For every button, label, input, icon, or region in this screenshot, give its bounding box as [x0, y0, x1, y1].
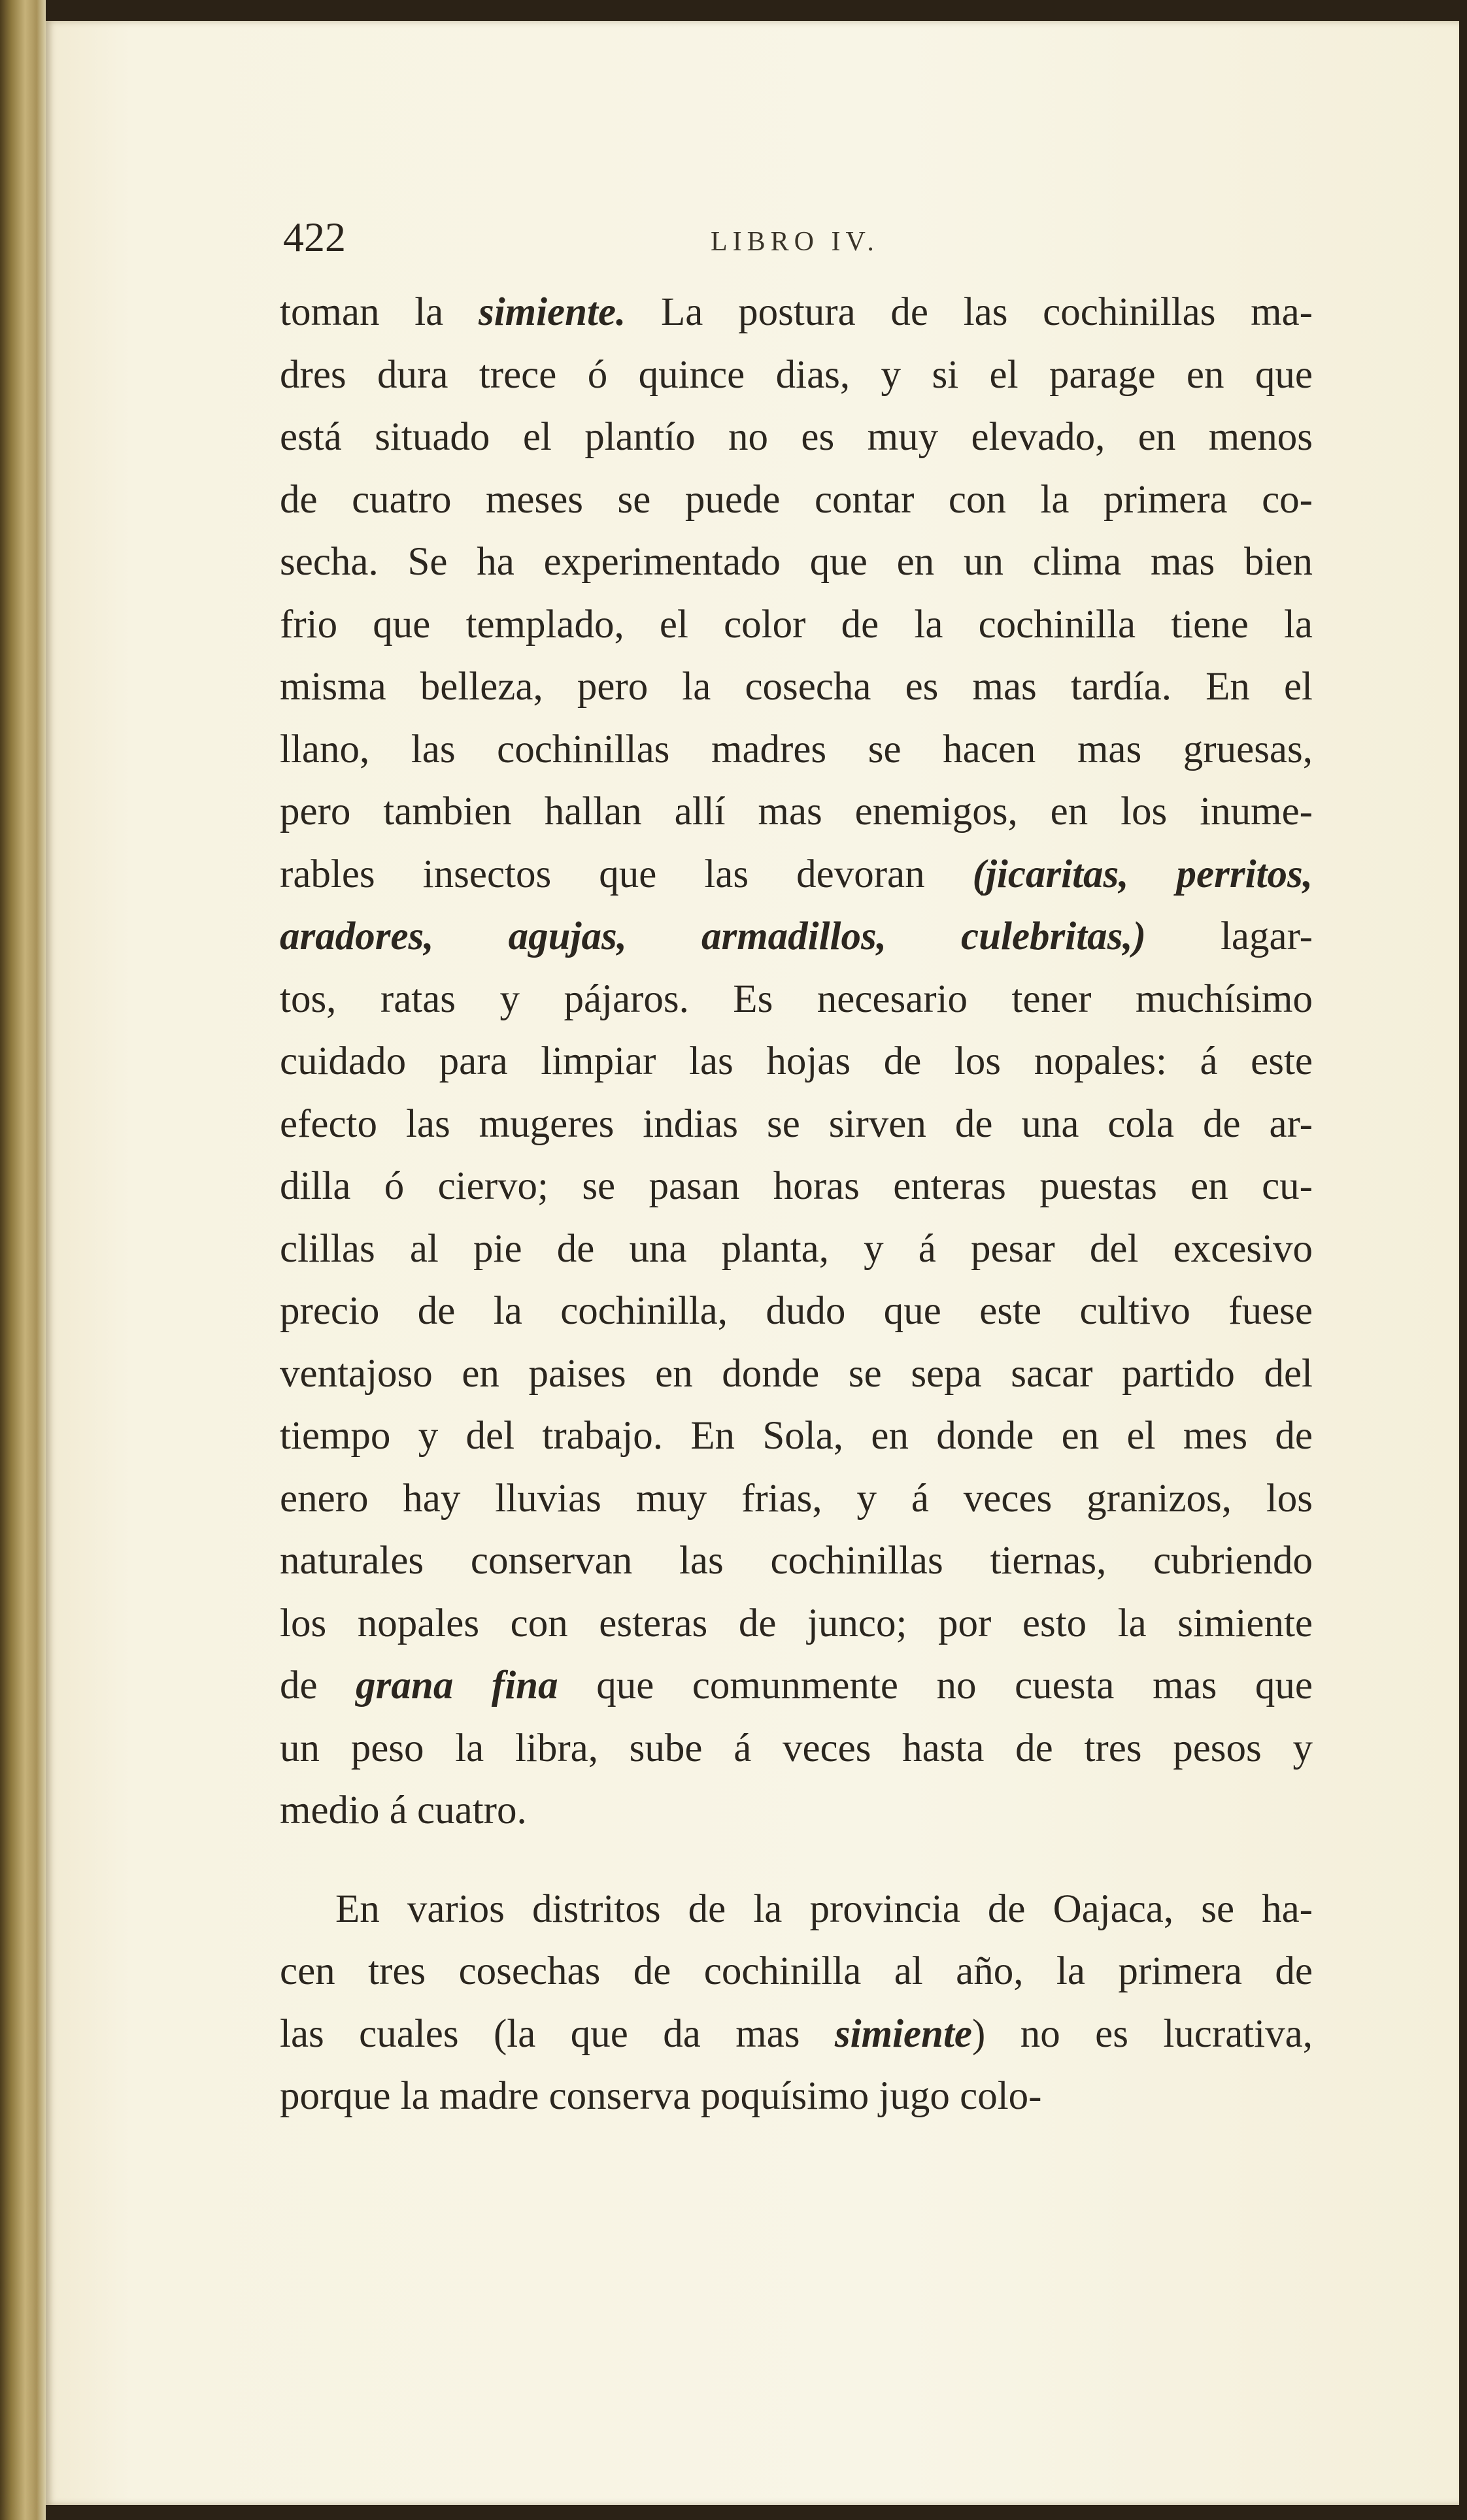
- text-run: las cuales (la que da mas: [280, 2011, 835, 2056]
- text-line: [280, 1878, 1313, 1941]
- text-line: [280, 281, 1313, 344]
- text-run: llano, las cochinillas madres se hacen mas gruesas,: [280, 727, 1313, 771]
- text-run: toman la: [280, 290, 479, 334]
- text-run: medio á cuatro.: [280, 1789, 527, 1832]
- text-line: [280, 905, 1313, 968]
- text-line: [280, 2003, 1313, 2066]
- text-line: [280, 1468, 1313, 1530]
- text-run: frio que templado, el color de la cochinilla tiene la: [280, 602, 1313, 647]
- text-run: los nopales con esteras de junco; por esto la simiente: [280, 1601, 1313, 1645]
- text-run: En varios distritos de la provincia de Oajaca, se ha-: [335, 1887, 1313, 1931]
- text-run: un peso la libra, sube á veces hasta de tres pesos y: [280, 1726, 1313, 1770]
- paragraph: [280, 281, 1313, 1842]
- text-run: cen tres cosechas de cochinilla al año, la primera de: [280, 1949, 1313, 1993]
- text-run: que comunmente no cuesta mas que: [558, 1664, 1313, 1707]
- text-run: naturales conservan las cochinillas tiernas, cubriendo: [280, 1539, 1313, 1583]
- page-header: [235, 208, 1307, 267]
- text-run: secha. Se ha experimentado que en un clima mas bien: [280, 540, 1313, 584]
- text-run: porque la madre conserva poquísimo jugo colo-: [280, 2074, 1042, 2118]
- italic-term: simiente.: [478, 290, 626, 334]
- text-line: [280, 718, 1313, 781]
- text-line: [280, 1218, 1313, 1281]
- text-run: de: [280, 1664, 356, 1707]
- text-line: [280, 1155, 1313, 1218]
- text-line: [280, 1280, 1313, 1343]
- text-line: [280, 1717, 1313, 1780]
- text-run: pero tambien hallan allí mas enemigos, en los inume-: [280, 790, 1313, 833]
- text-run: está situado el plantío no es muy elevado, en menos: [280, 415, 1313, 459]
- text-line: [280, 1940, 1313, 2003]
- italic-term: (jicaritas, perritos,: [972, 852, 1313, 896]
- text-run: dilla ó ciervo; se pasan horas enteras puestas en cu-: [280, 1164, 1313, 1208]
- running-head: LIBRO IV.: [711, 227, 879, 257]
- text-run: efecto las mugeres indias se sirven de una cola de ar-: [280, 1101, 1313, 1146]
- text-run: tiempo y del trabajo. En Sola, en donde en el mes de: [280, 1414, 1313, 1458]
- text-line: [280, 1592, 1313, 1655]
- text-line: [280, 968, 1313, 1031]
- text-line: [280, 2065, 1313, 2128]
- italic-term: aradores, agujas, armadillos, culebritas,): [280, 915, 1146, 958]
- text-run: rables insectos que las devoran: [280, 852, 973, 896]
- page-number: 422: [283, 214, 346, 260]
- italic-term: grana fina: [356, 1664, 558, 1707]
- italic-term: simiente: [834, 2011, 972, 2056]
- text-line: [280, 1779, 1313, 1842]
- text-line: [280, 406, 1313, 469]
- text-line: [280, 656, 1313, 718]
- text-run: cuidado para limpiar las hojas de los nopales: á este: [280, 1039, 1313, 1083]
- text-line: [280, 1343, 1313, 1405]
- text-line: [280, 344, 1313, 407]
- text-run: La postura de las cochinillas ma-: [626, 290, 1313, 334]
- text-line: [280, 1655, 1313, 1717]
- text-line: [280, 531, 1313, 594]
- text-line: [280, 594, 1313, 656]
- paragraph: [280, 1878, 1313, 2128]
- text-run: lagar-: [1145, 915, 1313, 958]
- text-line: [280, 1530, 1313, 1592]
- text-line: [280, 469, 1313, 531]
- book-binding-edge: [0, 0, 46, 2520]
- text-line: [280, 781, 1313, 843]
- text-run: tos, ratas y pájaros. Es necesario tener muchísimo: [280, 977, 1313, 1021]
- text-run: de cuatro meses se puede contar con la primera co-: [280, 477, 1313, 522]
- text-line: [280, 1030, 1313, 1093]
- text-run: precio de la cochinilla, dudo que este cultivo fuese: [280, 1289, 1313, 1333]
- text-run: clillas al pie de una planta, y á pesar del excesivo: [280, 1226, 1313, 1271]
- text-run: enero hay lluvias muy frias, y á veces granizos, los: [280, 1476, 1313, 1520]
- text-run: ) no es lucrativa,: [972, 2011, 1313, 2056]
- text-run: ventajoso en paises en donde se sepa sacar partido del: [280, 1351, 1313, 1396]
- text-line: [280, 843, 1313, 906]
- text-run: dres dura trece ó quince dias, y si el parage en que: [280, 352, 1313, 397]
- body-text: [280, 281, 1313, 2128]
- text-line: [280, 1405, 1313, 1468]
- paragraph-gap: [280, 1842, 1313, 1878]
- text-line: [280, 1093, 1313, 1156]
- text-run: misma belleza, pero la cosecha es mas tardía. En el: [280, 665, 1313, 709]
